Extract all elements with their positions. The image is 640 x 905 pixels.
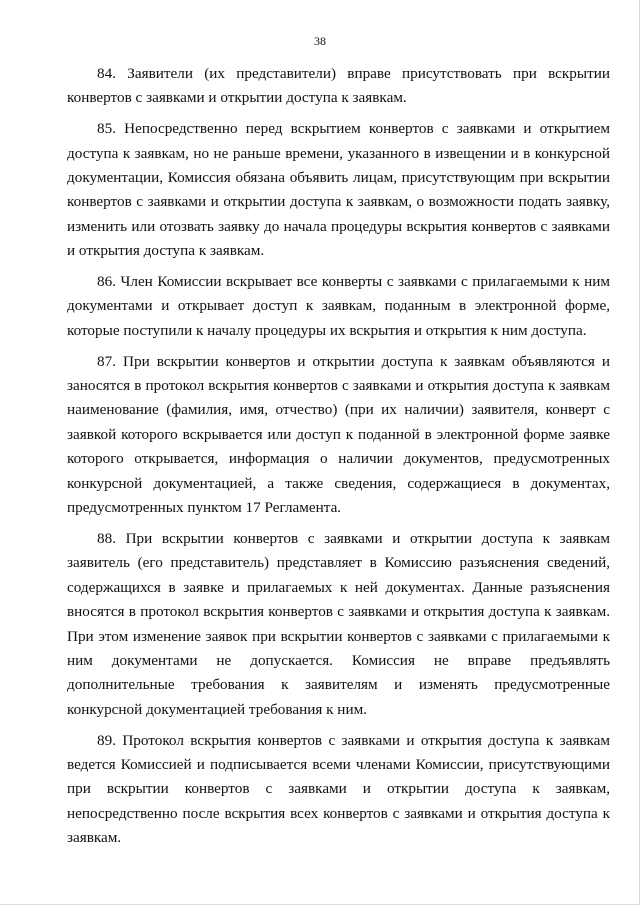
paragraph-84: 84. Заявители (их представители) вправе присутствовать при вскрытии конвертов с заявками и открытии доступа к заявкам. [67, 65, 610, 107]
paragraph-85: 85. Непосредственно перед вскрытием конвертов с заявками и открытием доступа к заявкам, но не раньше времени, указанного в извещении и в конкурсной документации, Комиссия обязана объявить лицам, присутствующим при вскрытии конвертов с заявками и открытии доступа к заявкам, о возможности подать заявку, изменить или отозвать заявку до начала процедуры вскрытия конвертов с заявками и открытия доступа к заявкам. [67, 120, 610, 260]
paragraph-89: 89. Протокол вскрытия конвертов с заявками и открытия доступа к заявкам ведется Комиссией и подписывается всеми членами Комиссии, присутствующими при вскрытии конвертов с заявками и открытии доступа к заявкам, непосредственно после вскрытия всех конвертов с заявками и открытия доступа к заявкам. [67, 731, 610, 847]
paragraph-87: 87. При вскрытии конвертов и открытии доступа к заявкам объявляются и заносятся в протокол вскрытия конвертов с заявками и открытия доступа к заявкам наименование (фамилия, имя, отчество) (при их наличии) заявителя, конверт с заявкой которого вскрывается или доступ к поданной в электронной форме заявке которого открывается, информация о наличии документов, предусмотренных конкурсной документацией, а также сведения, содержащиеся в документах, предусмотренных пунктом 17 Регламента. [67, 352, 610, 517]
paragraph-88: 88. При вскрытии конвертов с заявками и открытии доступа к заявкам заявитель (его представитель) представляет в Комиссию разъяснения сведений, содержащихся в заявке и прилагаемых к ней документах. Данные разъяснения вносятся в протокол вскрытия конвертов с заявками и открытия доступа к заявкам. При этом изменение заявок при вскрытии конвертов с заявками с прилагаемыми к ним документами не допускается. Комиссия не вправе предъявлять дополнительные требования к заявителям и изменять предусмотренные конкурсной документацией требования к ним. [67, 529, 610, 718]
paragraph-86: 86. Член Комиссии вскрывает все конверты с заявками с прилагаемыми к ним документами и открывает доступ к заявкам, поданным в электронной форме, которые поступили к началу процедуры их вскрытия и открытия к ним доступа. [67, 273, 610, 339]
page-number: 38 [314, 34, 326, 48]
document-body [67, 62, 610, 851]
